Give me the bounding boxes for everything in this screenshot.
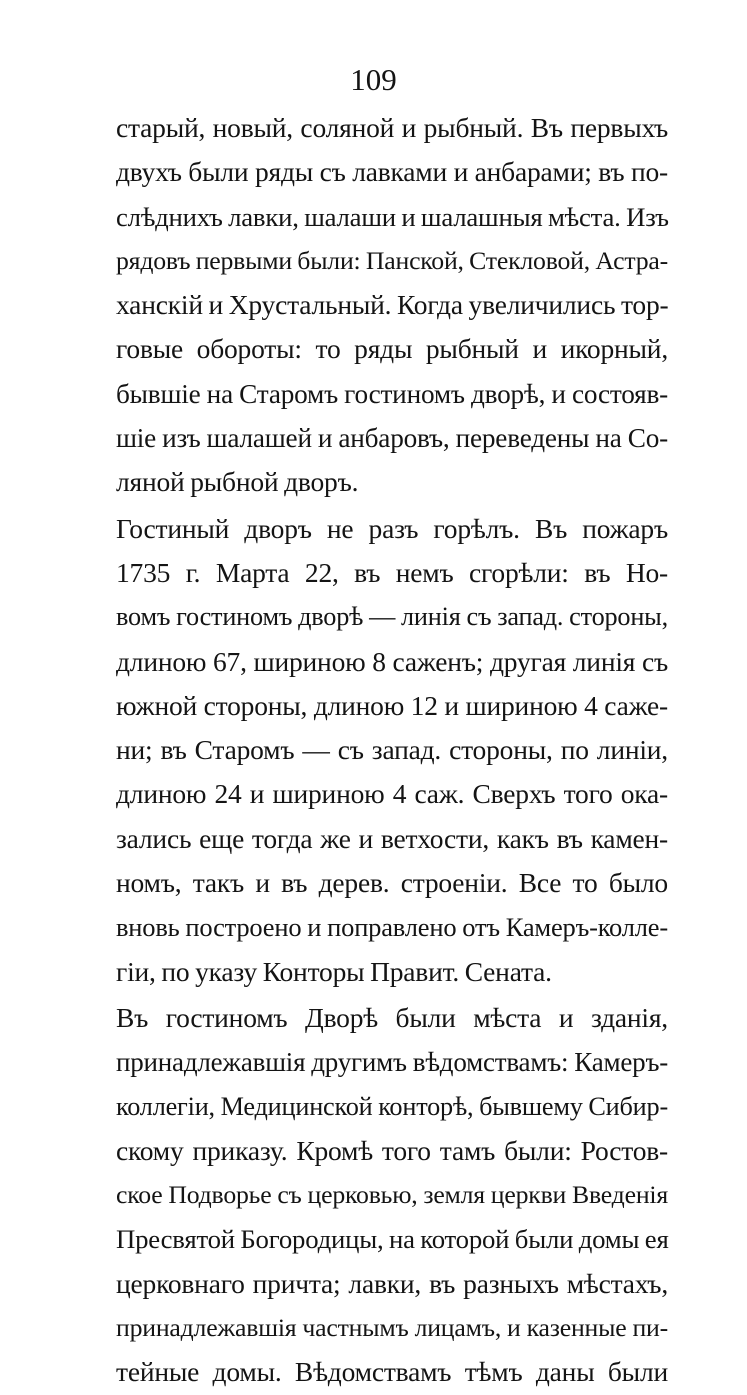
- text-line: коллегіи, Медицинской конторѣ, бывшему Сибир-: [116, 1091, 668, 1121]
- body-text: [116, 106, 668, 1395]
- text-line: двухъ были ряды съ лавками и анбарами; въ по-: [116, 156, 668, 188]
- text-line: вновь построено и поправлено отъ Камеръ-колле-: [116, 912, 668, 943]
- text-line: говые обороты: то ряды рыбный и икорный,: [116, 333, 668, 365]
- text-line: Пресвятой Богородицы, на которой были домы ея: [116, 1224, 669, 1255]
- text-line: длиною 67, шириною 8 саженъ; другая линія съ: [116, 645, 668, 677]
- text-line: ни; въ Старомъ — съ запад. стороны, по линіи,: [116, 734, 668, 766]
- text-line: Гостиный дворъ не разъ горѣлъ. Въ пожаръ: [116, 512, 668, 544]
- text-line: гіи, по указу Конторы Правит. Сената.: [116, 955, 552, 987]
- text-line: слѣднихъ лавки, шалаши и шалашныя мѣста. Изъ: [116, 201, 669, 232]
- text-line: длиною 24 и шириною 4 саж. Сверхъ того ока-: [116, 778, 668, 810]
- text-line: скому приказу. Кромѣ того тамъ были: Ростов-: [116, 1134, 668, 1166]
- text-line: принадлежавшія частнымъ лицамъ, и казенные пи-: [116, 1313, 668, 1343]
- text-line: бывшіе на Старомъ гостиномъ дворѣ, и состояв-: [116, 378, 668, 409]
- text-line: 1735 г. Марта 22, въ немъ сгорѣли: въ Но-: [116, 556, 668, 588]
- text-line: рядовъ первыми были: Панской, Стекловой, Астра-: [116, 245, 668, 275]
- text-line: церковнаго причта; лавки, въ разныхъ мѣстахъ,: [116, 1267, 668, 1299]
- text-line: вомъ гостиномъ дворѣ — линія съ запад. стороны,: [116, 602, 668, 632]
- text-line: ское Подворье съ церковью, земля церкви Введенія: [116, 1180, 668, 1210]
- page-number: 109: [350, 62, 397, 97]
- text-line: ханскій и Хрустальный. Когда увеличились тор-: [116, 289, 669, 321]
- text-line: старый, новый, соляной и рыбный. Въ первыхъ: [116, 112, 668, 143]
- text-line: номъ, такъ и въ дерев. строеніи. Все то было: [116, 867, 668, 899]
- text-line: ляной рыбной дворъ.: [116, 466, 359, 498]
- text-line: зались еще тогда же и ветхости, какъ въ камен-: [116, 822, 668, 854]
- text-line: шіе изъ шалашей и анбаровъ, переведены на Со-: [116, 423, 668, 454]
- text-line: южной стороны, длиною 12 и шириною 4 саже-: [116, 689, 668, 721]
- text-line: принадлежавшія другимъ вѣдомствамъ: Камеръ-: [116, 1047, 668, 1078]
- text-line: тейные домы. Вѣдомствамъ тѣмъ даны были: [116, 1356, 668, 1388]
- text-line: Въ гостиномъ Дворѣ были мѣста и зданія,: [116, 1001, 668, 1033]
